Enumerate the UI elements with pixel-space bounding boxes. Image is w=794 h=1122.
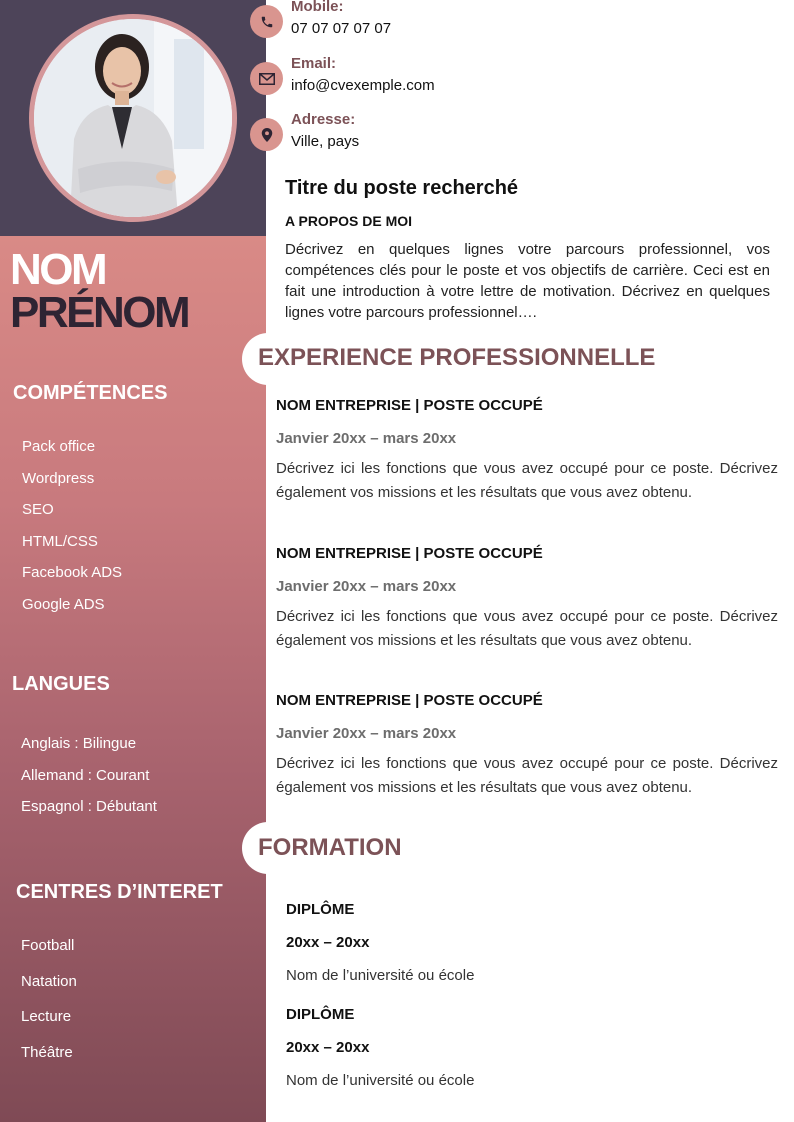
profile-photo-frame [29,14,237,222]
skill-item: SEO [22,501,54,518]
job-description: Décrivez ici les fonctions que vous avez occupé pour ce poste. Décrivez également vos missions et les résultats que vous avez obtenu. [276,755,778,796]
address-value: Ville, pays [291,133,360,150]
skill-item: Facebook ADS [22,564,123,581]
mobile-value[interactable]: 07 07 07 07 07 [291,20,392,37]
school-name: Nom de l’université ou école [286,967,475,984]
location-pin-icon [250,118,283,151]
profile-photo [34,19,232,217]
interests-list [21,936,77,1078]
job-dates: Janvier 20xx – mars 20xx [276,430,457,447]
job-dates: Janvier 20xx – mars 20xx [276,725,457,742]
target-job-title: Titre du poste recherché [285,177,519,199]
skill-item: Wordpress [22,469,95,487]
interest-item: Natation [21,972,77,990]
last-name: PRÉNOM [10,288,189,337]
education-heading: FORMATION [258,834,402,861]
job-heading: NOM ENTREPRISE | POSTE OCCUPÉ [276,692,543,709]
skill-item: Pack office [22,438,96,455]
interests-heading: CENTRES D’INTERET [16,881,223,903]
degree-years: 20xx – 20xx [286,1039,370,1056]
education-entry [286,901,474,984]
skills-list [22,437,122,626]
job-heading: NOM ENTREPRISE | POSTE OCCUPÉ [276,397,543,414]
first-name: NOM [10,245,106,294]
language-item: Anglais : Bilingue [21,735,137,752]
education-entry [286,1006,474,1089]
language-item: Allemand : Courant [21,766,150,784]
job-heading: NOM ENTREPRISE | POSTE OCCUPÉ [276,545,543,562]
interest-item: Football [21,937,75,954]
experience-entry [276,692,778,800]
phone-icon [250,5,283,38]
skill-item: HTML/CSS [22,532,98,550]
interest-item: Lecture [21,1008,72,1025]
about-text: Décrivez en quelques lignes votre parcours professionnel, vos compétences clés pour le poste et vos objectifs de carrière. Ceci est en fait une introduction à votre lettre de motivation. Décrivez en quelques lignes votre parcours professionnel…. [285,241,770,321]
skills-heading: COMPÉTENCES [13,382,168,404]
email-label: Email: [291,55,337,72]
experience-heading: EXPERIENCE PROFESSIONNELLE [258,344,656,371]
job-description: Décrivez ici les fonctions que vous avez occupé pour ce poste. Décrivez également vos missions et les résultats que vous avez obtenu. [276,460,778,501]
degree-years: 20xx – 20xx [286,934,370,951]
email-value[interactable]: info@cvexemple.com [291,77,435,94]
degree-name: DIPLÔME [286,901,355,918]
job-dates: Janvier 20xx – mars 20xx [276,578,457,595]
degree-name: DIPLÔME [286,1006,355,1023]
envelope-icon [250,62,283,95]
about-heading: A PROPOS DE MOI [285,213,413,229]
interest-item: Théâtre [21,1043,73,1061]
school-name: Nom de l’université ou école [286,1072,475,1089]
experience-entry [276,545,778,653]
job-description: Décrivez ici les fonctions que vous avez occupé pour ce poste. Décrivez également vos missions et les résultats que vous avez obtenu. [276,608,778,649]
address-label: Adresse: [291,111,356,128]
language-item: Espagnol : Débutant [21,798,157,815]
languages-list [21,734,157,829]
languages-heading: LANGUES [12,673,110,695]
mobile-label: Mobile: [291,0,344,15]
skill-item: Google ADS [22,595,105,613]
experience-entry [276,397,778,505]
